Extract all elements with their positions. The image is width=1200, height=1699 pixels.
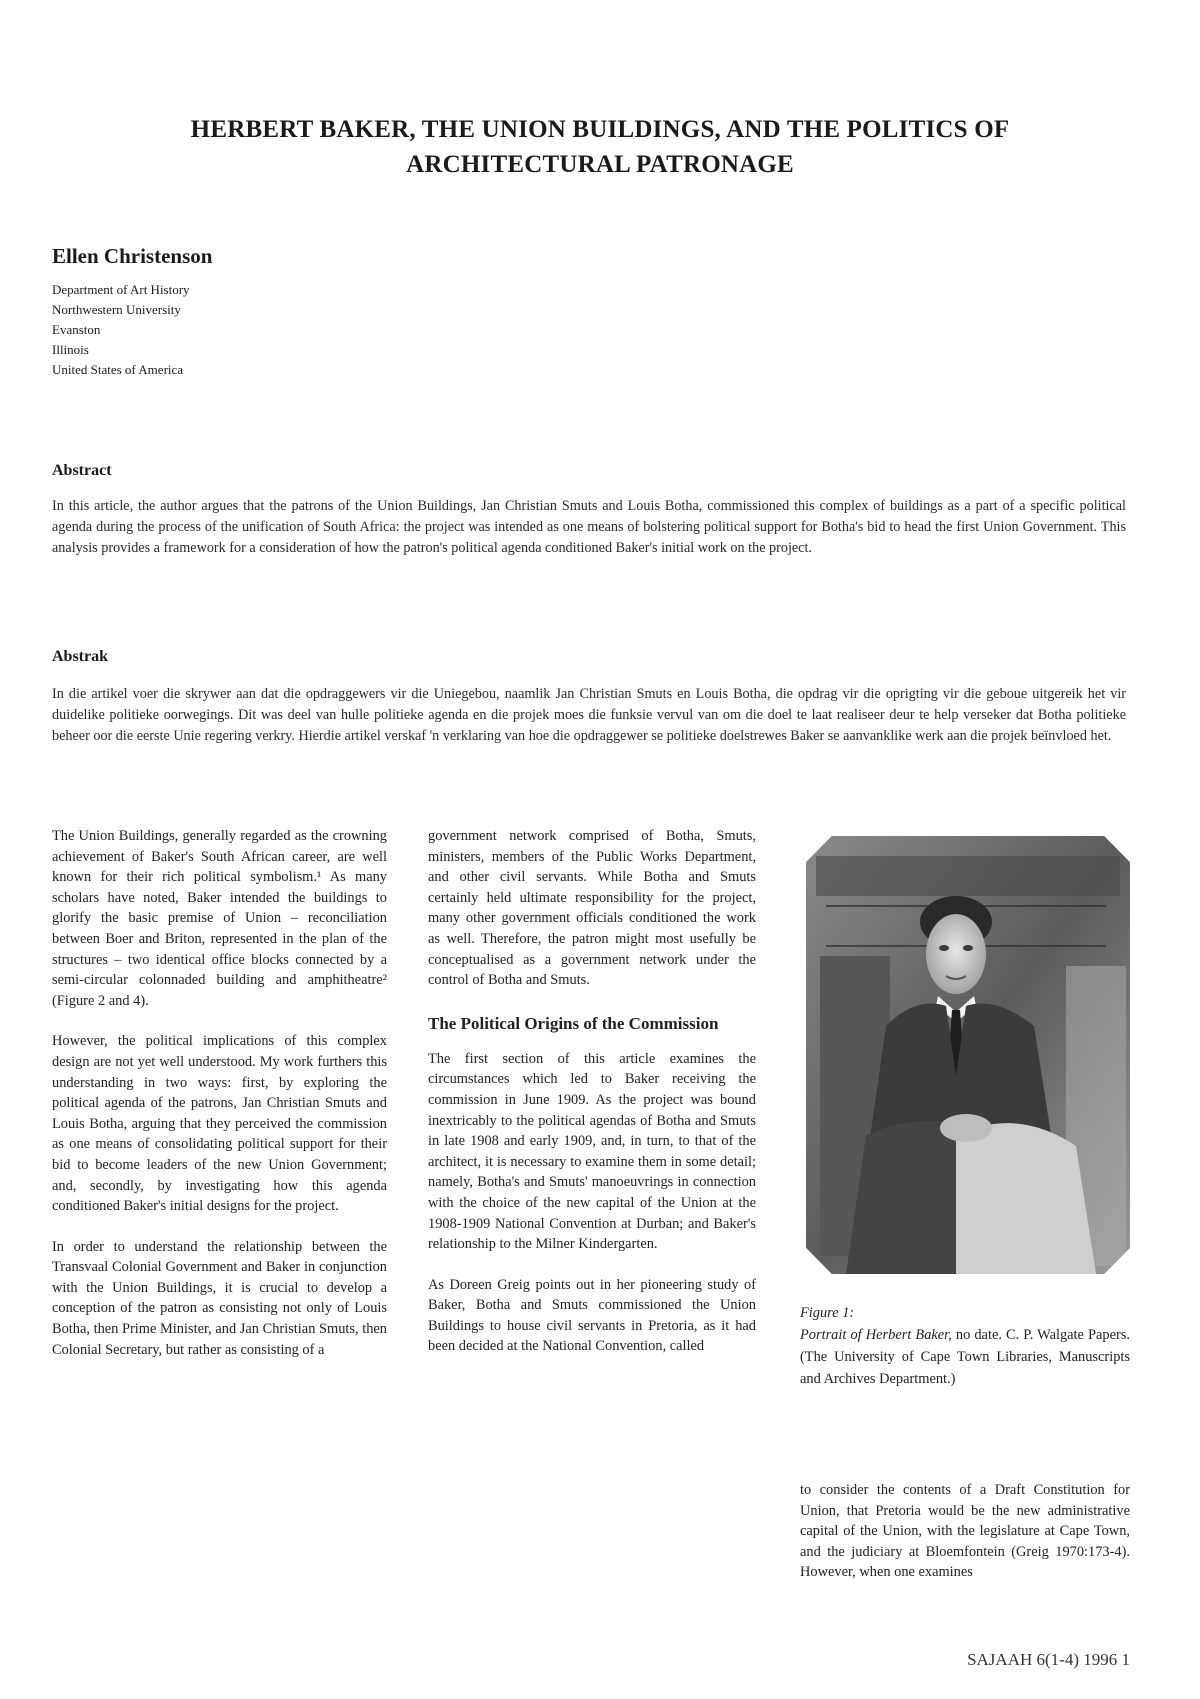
affiliation-city: Evanston bbox=[52, 322, 101, 337]
figure-caption-text bbox=[800, 1324, 1130, 1390]
paragraph: The first section of this article examines the circumstances which led to Baker receiving the commission in June 1909. As the project was bound inextricably to the political agendas of Botha and Smuts in late 1908 and early 1909, and, in turn, to that of the architect, it is necessary to examine them in some detail; namely, Botha's and Smuts' manoeuvrings in connection with the choice of the new capital of the Union at the 1908-1909 National Convention at Durban; and Baker's relationship to the Milner Kindergarten. bbox=[428, 1050, 756, 1253]
body-column-3 bbox=[800, 1480, 1130, 1603]
author-affiliation bbox=[52, 280, 190, 380]
author-name: Ellen Christenson bbox=[52, 244, 213, 268]
article-title: HERBERT BAKER, THE UNION BUILDINGS, AND THE POLITICS OF ARCHITECTURAL PATRONAGE bbox=[190, 116, 1010, 178]
abstract-heading: Abstract bbox=[52, 462, 112, 479]
paragraph: In order to understand the relationship between the Transvaal Colonial Government and Baker in conjunction with the Union Buildings, it is crucial to develop a conception of the patron as consisting not only of Louis Botha, then Prime Minister, and Jan Christian Smuts, then Colonial Secretary, but rather as consisting of a bbox=[52, 1238, 387, 1358]
affiliation-department: Department of Art History bbox=[52, 282, 190, 297]
paragraph: As Doreen Greig points out in her pioneering study of Baker, Botha and Smuts commissioned the Union Buildings to house civil servants in Pretoria, as it had been decided at the National Convention, called bbox=[428, 1276, 756, 1355]
section-heading: The Political Origins of the Commission bbox=[428, 1013, 719, 1033]
affiliation-country: United States of America bbox=[52, 362, 184, 377]
paragraph: The Union Buildings, generally regarded as the crowning achievement of Baker's South African career, are well known for their rich political symbolism.¹ As many scholars have noted, Baker intended the buildings to glorify the basic premise of Union – reconciliation between Boer and Briton, represented in the plan of the structures – two identical office blocks connected by a semi-circular colonnaded building and amphitheatre² (Figure 2 and 4). bbox=[52, 828, 387, 1009]
paragraph: government network comprised of Botha, Smuts, ministers, members of the Public Works Department, and other civil servants. While Botha and Smuts certainly held ultimate responsibility for the project, many other government officials conditioned the work as well. Therefore, the patron might most usefully be conceptualised as a government network under the control of Botha and Smuts. bbox=[428, 828, 756, 989]
portrait-photo bbox=[806, 836, 1130, 1274]
affiliation-state: Illinois bbox=[52, 342, 89, 357]
figure-caption-source: no date. C. P. Walgate Papers. (The University of Cape Town Libraries, Manuscripts and Archives Department.) bbox=[800, 1327, 1130, 1387]
figure-caption-title: Portrait of Herbert Baker, bbox=[800, 1327, 952, 1343]
abstrak-text: In die artikel voer die skrywer aan dat die opdraggewers vir die Uniegebou, naamlik Jan Christian Smuts en Louis Botha, die opdrag vir die oprigting vir die geboue uitgereik het vir duidelike politieke oorwegings. Dit was deel van hulle politieke agenda en die projek moes die funksie vervul van om die doel te laat realiseer deur te help verseker dat Botha politieke beheer oor die eerste Unie regering verkry. Hierdie artikel verskaf 'n verklaring van hoe die opdraggewer se politieke doelstrewes Baker se aanvanklike werk aan die projek beïnvloed het. bbox=[52, 686, 1126, 744]
figure-caption bbox=[800, 1302, 1130, 1390]
body-column-2 bbox=[428, 826, 756, 1377]
abstrak-heading: Abstrak bbox=[52, 648, 109, 665]
paragraph: to consider the contents of a Draft Constitution for Union, that Pretoria would be the new administrative capital of the Union, with the legislature at Cape Town, and the judiciary at Bloemfontein (Greig 1970:173-4). However, when one examines bbox=[800, 1482, 1130, 1581]
abstract-text: In this article, the author argues that the patrons of the Union Buildings, Jan Christian Smuts and Louis Botha, commissioned this complex of buildings as a part of a specific political agenda during the process of the unification of South Africa: the project was intended as one means of bolstering political support for Botha's bid to head the first Union Government. This analysis provides a framework for a consideration of how the patron's political agenda conditioned Baker's initial work on the project. bbox=[52, 498, 1126, 556]
page-footer: SAJAAH 6(1-4) 1996 1 bbox=[967, 1650, 1130, 1669]
portrait-illustration bbox=[806, 836, 1130, 1274]
body-column-1 bbox=[52, 826, 387, 1380]
affiliation-university: Northwestern University bbox=[52, 302, 181, 317]
paragraph: However, the political implications of this complex design are not yet well understood. My work furthers this understanding in two ways: first, by exploring the political agenda of the patrons, Jan Christian Smuts and Louis Botha, arguing that they perceived the commission as one means of consolidating political support for their bid to become leaders of the new Union Government; and, secondly, by investigating how this agenda conditioned Baker's initial designs for the project. bbox=[52, 1033, 387, 1215]
figure-label: Figure 1: bbox=[800, 1305, 855, 1321]
